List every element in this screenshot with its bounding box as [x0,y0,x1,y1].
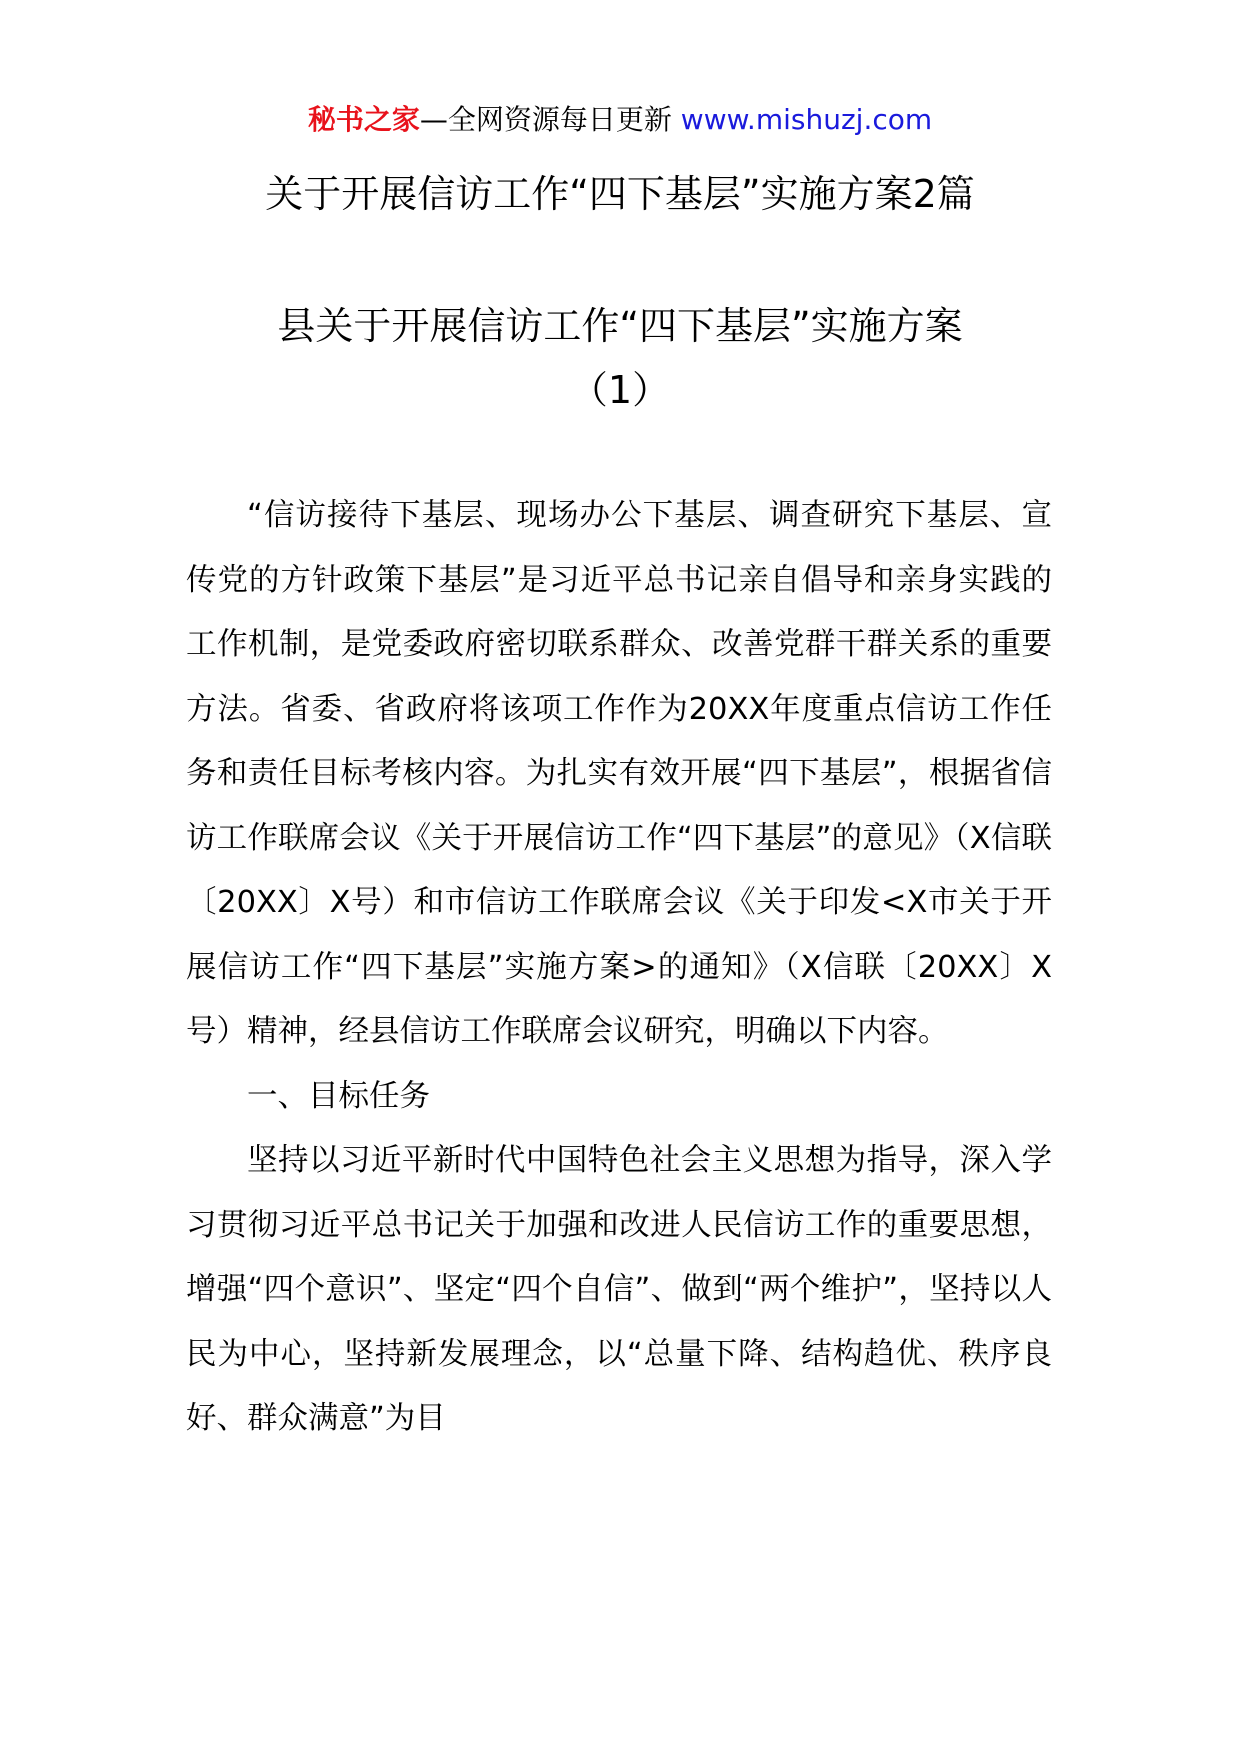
site-brand: 秘书之家 [307,103,420,136]
document-body [186,484,1052,1452]
site-url-link[interactable]: www.mishuzj.com [680,103,933,136]
section-heading-goals: 一、目标任务 [247,1078,430,1114]
section-title-line-2: （1） [569,368,671,412]
section-title-line-1: 县关于开展信访工作“四下基层”实施方案 [277,304,963,348]
goals-paragraph: 坚持以习近平新时代中国特色社会主义思想为指导，深入学习贯彻习近平总书记关于加强和改进人民信访工作的重要思想，增强“四个意识”、坚定“四个自信”、做到“两个维护”，坚持以人民为中心，坚持新发展理念，以“总量下降、结构趋优、秩序良好、群众满意”为目 [186,1143,1052,1436]
site-header [0,100,1240,140]
section-title [0,294,1240,422]
intro-paragraph: “信访接待下基层、现场办公下基层、调查研究下基层、宣传党的方针政策下基层”是习近平总书记亲自倡导和亲身实践的工作机制，是党委政府密切联系群众、改善党群干群关系的重要方法。省委、省政府将该项工作作为20XX年度重点信访工作任务和责任目标考核内容。为扎实有效开展“四下基层”，根据省信访工作联席会议《关于开展信访工作“四下基层”的意见》（X信联〔20XX〕X号）和市信访工作联席会议《关于印发<X市关于开展信访工作“四下基层”实施方案>的通知》（X信联〔20XX〕X号）精神，经县信访工作联席会议研究，明确以下内容。 [186,498,1052,1049]
site-tagline: —全网资源每日更新 [419,103,672,136]
document-title: 关于开展信访工作“四下基层”实施方案2篇 [265,172,975,216]
